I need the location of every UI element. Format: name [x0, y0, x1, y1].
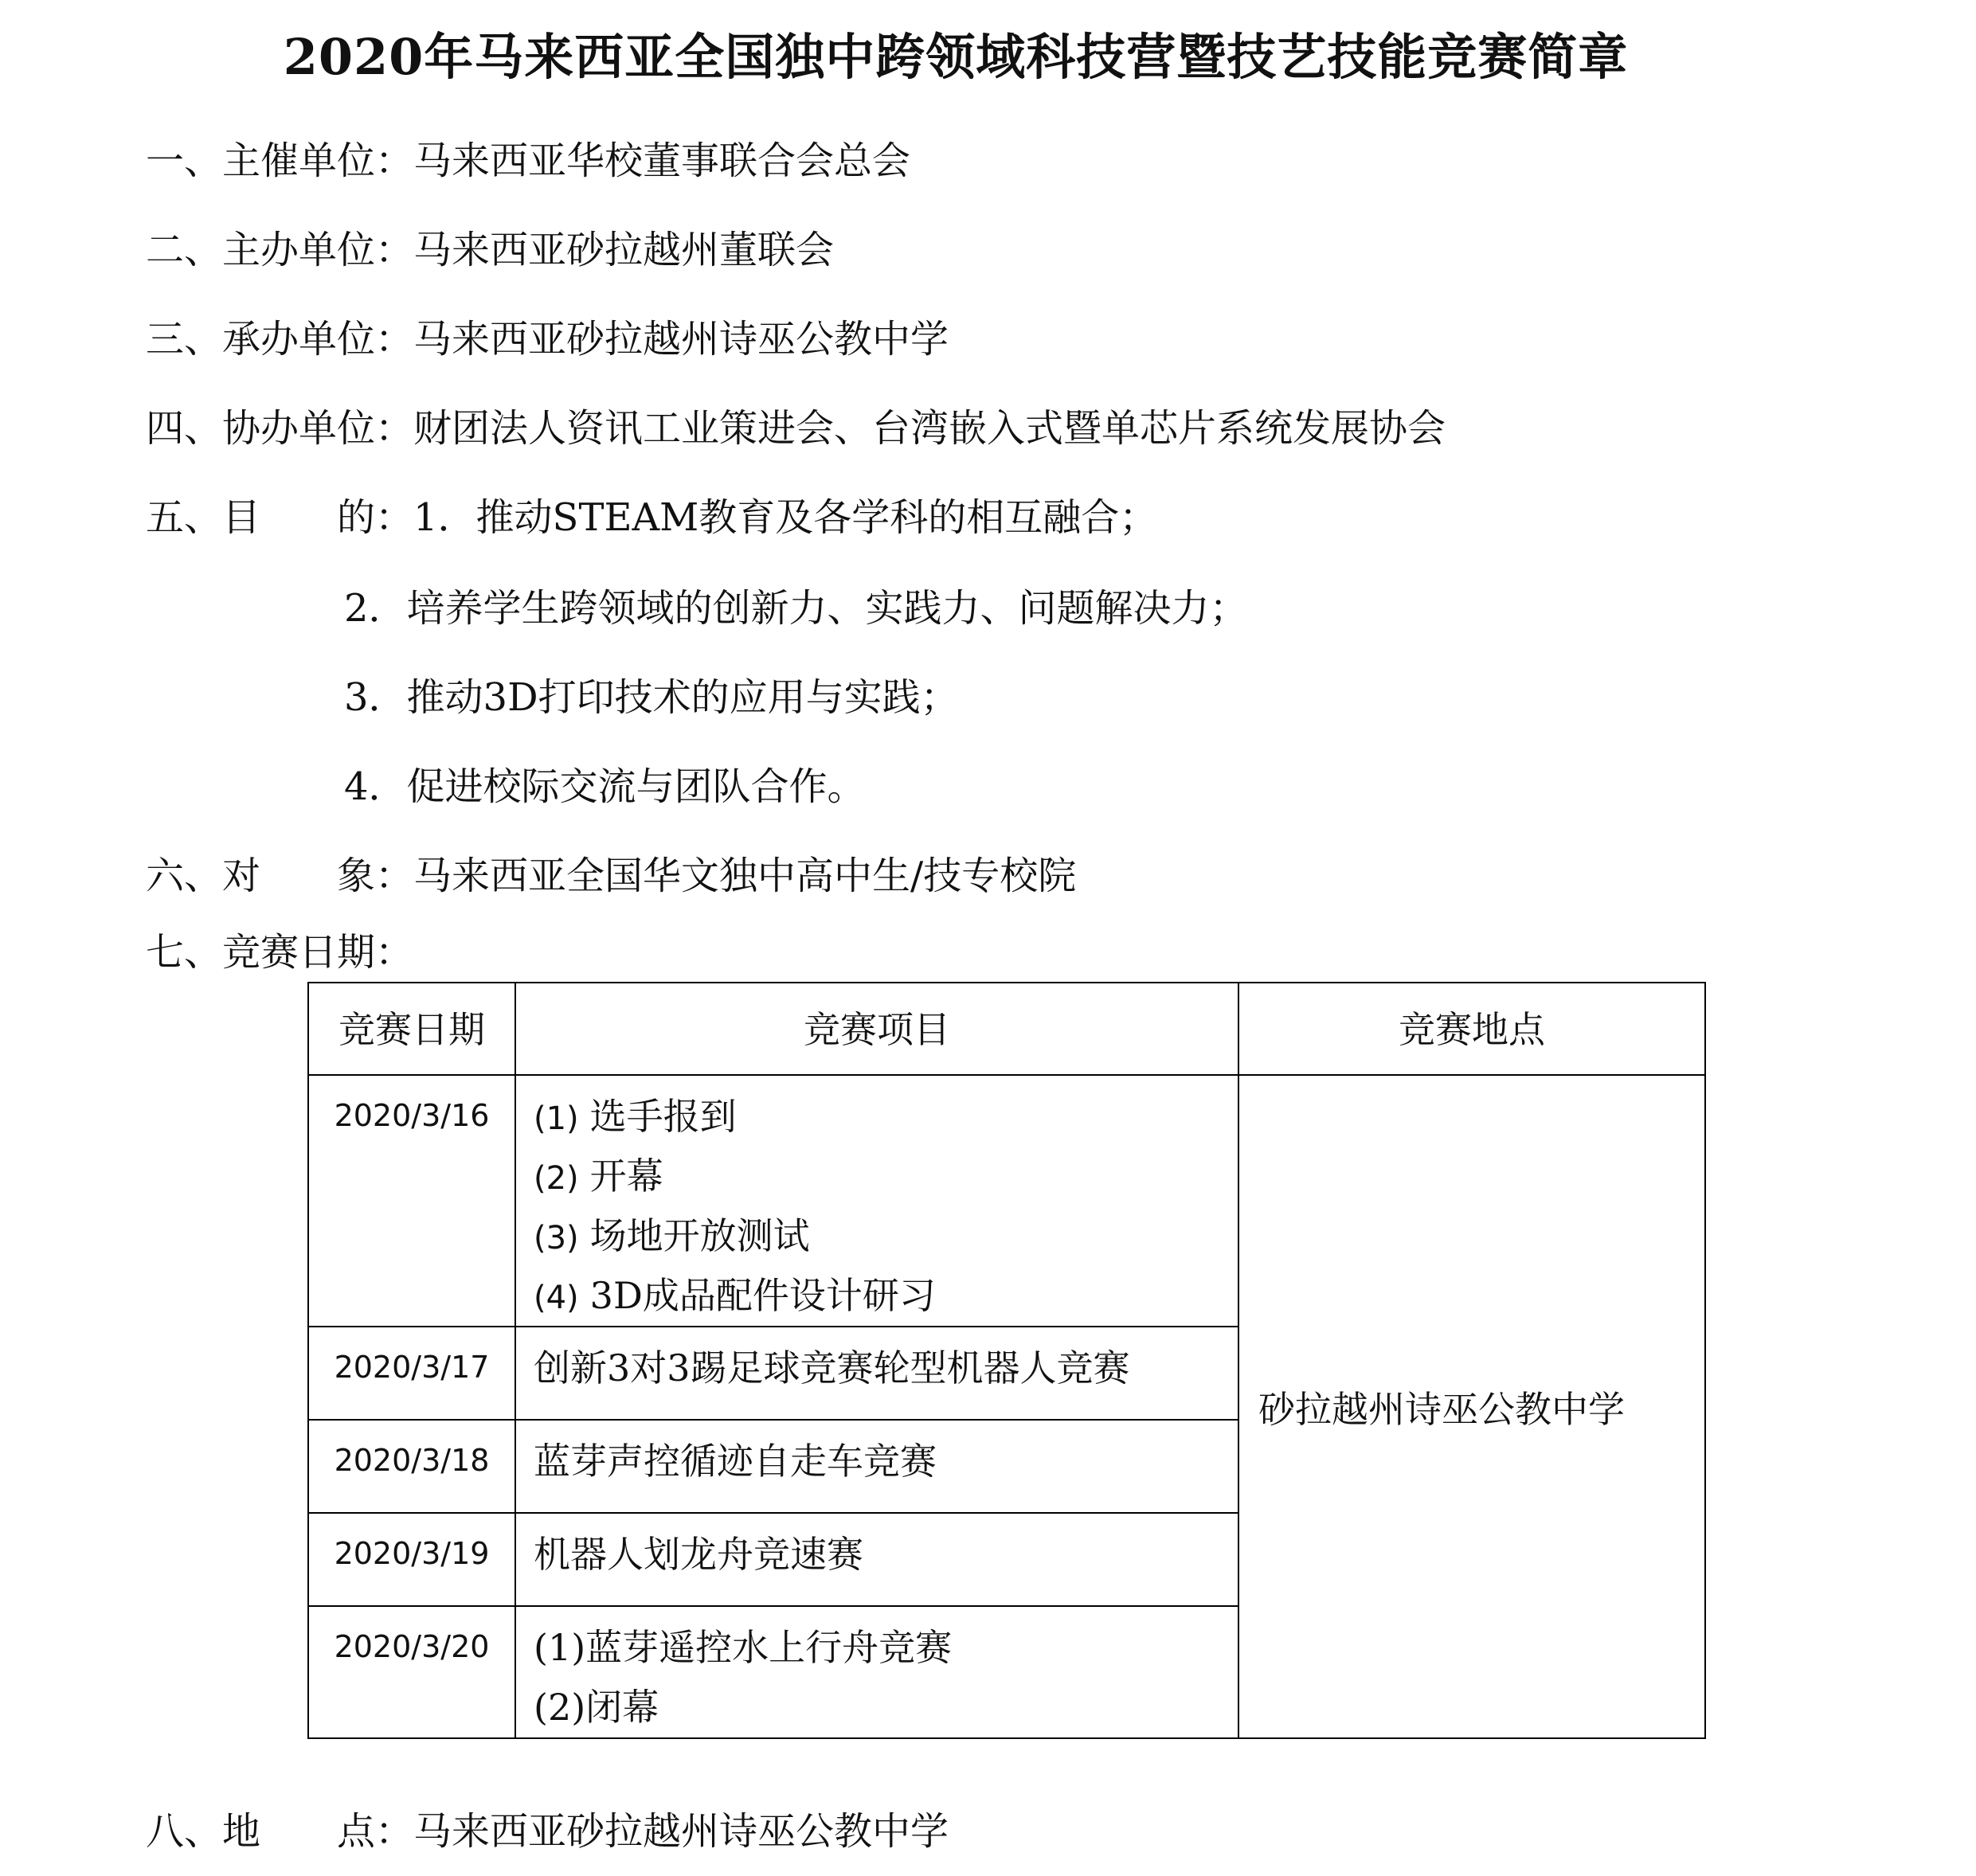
- section-organizer: [146, 228, 835, 272]
- section-label: 六、对 象：: [146, 854, 414, 898]
- event-item: (1) 选手报到: [534, 1095, 737, 1138]
- event-item: 机器人划龙舟竞速赛: [534, 1533, 863, 1576]
- date-cell: 2020/3/18: [308, 1420, 515, 1513]
- section-value: 马来西亚华校董事联合会总会: [413, 139, 911, 183]
- header-date: 竞赛日期: [308, 983, 515, 1075]
- date-cell: 2020/3/19: [308, 1513, 515, 1606]
- section-label: 四、协办单位：: [146, 406, 414, 451]
- section-value: 马来西亚砂拉越州诗巫公教中学: [413, 1809, 949, 1854]
- table-header-row: [308, 983, 1705, 1075]
- section-value: 马来西亚砂拉越州董联会: [413, 228, 835, 272]
- section-purpose: [146, 495, 1158, 540]
- event-cell: [515, 1606, 1238, 1738]
- section-value: 财团法人资讯工业策进会、台湾嵌入式暨单芯片系统发展协会: [413, 406, 1446, 451]
- event-cell: [515, 1327, 1238, 1420]
- date-cell: 2020/3/16: [308, 1075, 515, 1327]
- section-label: 一、主催单位：: [146, 139, 414, 183]
- section-value: 马来西亚砂拉越州诗巫公教中学: [413, 317, 949, 362]
- section-label: 二、主办单位：: [146, 228, 414, 272]
- section-value: 马来西亚全国华文独中高中生/技专校院: [413, 854, 1077, 898]
- section-location: [146, 1809, 949, 1854]
- event-item: (2) 开幕: [534, 1155, 663, 1198]
- event-item: (2)闭幕: [534, 1686, 659, 1729]
- section-label: 五、目 的：: [146, 495, 414, 540]
- event-cell: [515, 1075, 1238, 1327]
- section-audience: [146, 854, 1077, 898]
- purpose-item: 4．促进校际交流与团队合作。: [344, 764, 866, 809]
- section-host: [146, 139, 911, 183]
- event-item: (1)蓝芽遥控水上行舟竞赛: [534, 1626, 953, 1669]
- date-cell: 2020/3/17: [308, 1327, 515, 1420]
- section-label: 八、地 点：: [146, 1809, 414, 1854]
- section-co-organizer: [146, 406, 1446, 451]
- event-cell: [515, 1420, 1238, 1513]
- date-cell: 2020/3/20: [308, 1606, 515, 1738]
- purpose-item: 1．推动STEAM教育及各学科的相互融合；: [413, 495, 1158, 540]
- purpose-item: 2．培养学生跨领域的创新力、实践力、问题解决力；: [344, 586, 1248, 631]
- header-event: 竞赛项目: [515, 983, 1238, 1075]
- header-venue: 竞赛地点: [1238, 983, 1705, 1075]
- section-label: 三、承办单位：: [146, 317, 414, 362]
- section-executor: [146, 317, 949, 362]
- event-item: 蓝芽声控循迹自走车竞赛: [534, 1440, 937, 1483]
- schedule-table: [307, 982, 1706, 1739]
- table-row: [308, 1075, 1705, 1327]
- event-item: (4) 3D成品配件设计研习: [534, 1274, 936, 1317]
- page-title: 2020年马来西亚全国独中跨领域科技营暨技艺技能竞赛简章: [283, 28, 1629, 86]
- event-cell: [515, 1513, 1238, 1606]
- purpose-item: 3．推动3D打印技术的应用与实践；: [344, 675, 959, 720]
- section-label: 七、竞赛日期：: [146, 930, 414, 975]
- event-item: (3) 场地开放测试: [534, 1214, 810, 1257]
- event-item: 创新3对3踢足球竞赛轮型机器人竞赛: [534, 1346, 1130, 1389]
- venue-cell: 砂拉越州诗巫公教中学: [1238, 1075, 1705, 1738]
- section-dates: [146, 930, 414, 975]
